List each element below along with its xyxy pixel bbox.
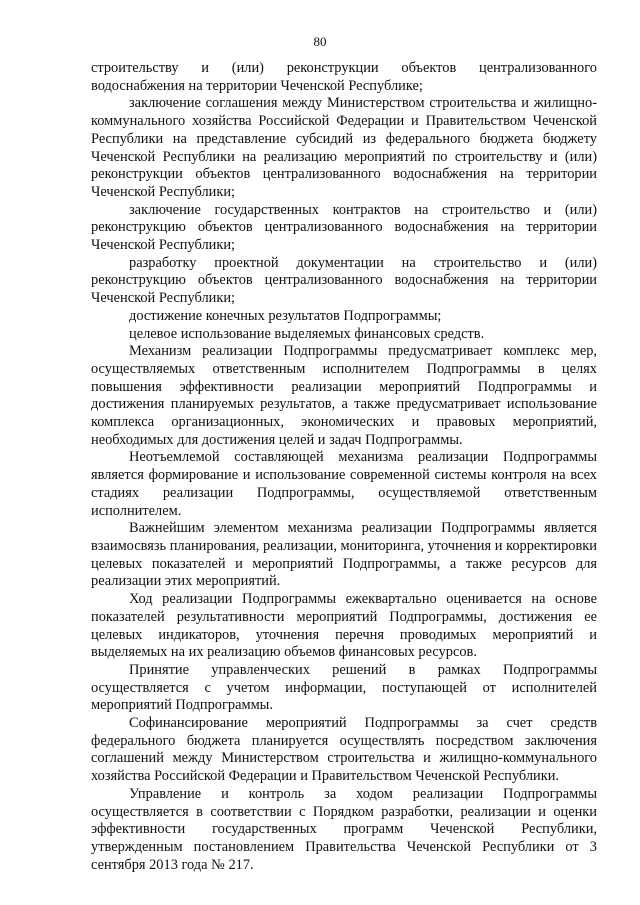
paragraph-mechanism: Механизм реализации Подпрограммы предусматривает комплекс мер, осуществляемых ответственным исполнителем Подпрограммы в целях повышения эффективности реализации мероприятий Подпрограммы и достижения планируемых результатов, а также предусматривает использование комплекса организационных, экономических и правовых мероприятий, необходимых для достижения целей и задач Подпрограммы. bbox=[91, 343, 597, 448]
paragraph-state-contracts: заключение государственных контрактов на строительство и (или) реконструкцию объектов централизованного водоснабжения на территории Чеченской Республики; bbox=[91, 201, 597, 254]
paragraph-final-results: достижение конечных результатов Подпрограммы; bbox=[129, 307, 442, 324]
paragraph-key-element: Важнейшим элементом механизма реализации Подпрограммы является взаимосвязь планирования, реализации, мониторинга, уточнения и корректировки целевых показателей и мероприятий Подпрограммы, а также ресурсов для реализации этих мероприятий. bbox=[91, 520, 597, 590]
paragraph-quarterly-assessment: Ход реализации Подпрограммы ежеквартально оценивается на основе показателей результативности мероприятий Подпрограммы, достижения ее целевых индикаторов, уточнения перечня проводимых мероприятий и выделяемых на их реализацию объемов финансовых ресурсов. bbox=[91, 591, 597, 661]
paragraph-targeted-use: целевое использование выделяемых финансовых средств. bbox=[129, 325, 485, 342]
paragraph-control-system: Неотъемлемой составляющей механизма реализации Подпрограммы является формирование и использование современной системы контроля на всех стадиях реализации Подпрограммы, осуществляемой ответственным исполнителем. bbox=[91, 449, 597, 519]
paragraph-management-control: Управление и контроль за ходом реализации Подпрограммы осуществляется в соответствии с Порядком разработки, реализации и оценки эффективности государственных программ Чеченской Республики, утвержденным постановлением Правительства Чеченской Республики от 3 сентября 2013 года № 217. bbox=[91, 785, 597, 873]
document-body bbox=[91, 60, 597, 874]
page-number: 80 bbox=[313, 34, 327, 49]
paragraph-continuation: строительству и (или) реконструкции объектов централизованного водоснабжения на территории Чеченской Республике; bbox=[91, 60, 597, 94]
paragraph-project-documentation: разработку проектной документации на строительство и (или) реконструкцию объектов централизованного водоснабжения на территории Чеченской Республики; bbox=[91, 254, 597, 307]
paragraph-management-decisions: Принятие управленческих решений в рамках Подпрограммы осуществляется с учетом информации, поступающей от исполнителей мероприятий Подпрограммы. bbox=[91, 661, 597, 714]
paragraph-agreement-ministry: заключение соглашения между Министерством строительства и жилищно-коммунального хозяйства Российской Федерации и Правительством Чеченской Республики на представление субсидий из федерального бюджета бюджету Чеченской Республики на реализацию мероприятий по строительству и (или) реконструкции объектов централизованного водоснабжения на территории Чеченской Республики; bbox=[91, 95, 597, 200]
paragraph-cofinancing: Софинансирование мероприятий Подпрограммы за счет средств федерального бюджета планируется осуществлять посредством заключения соглашений между Министерством строительства и жилищно-коммунального хозяйства Российской Федерации и Правительством Чеченской Республики. bbox=[91, 715, 597, 785]
